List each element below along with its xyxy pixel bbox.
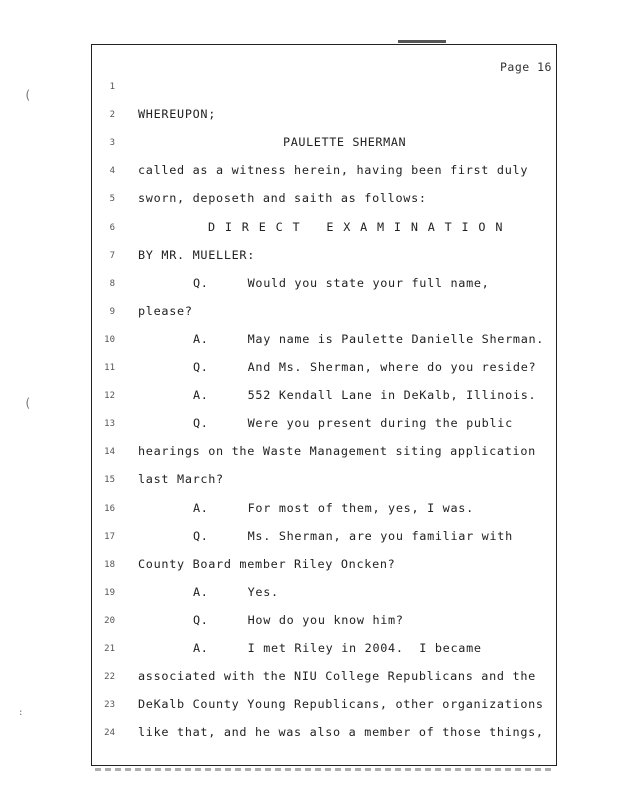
line-text: A. 552 Kendall Lane in DeKalb, Illinois. — [193, 388, 537, 403]
line-text: A. May name is Paulette Danielle Sherman. — [193, 331, 545, 346]
line-number: 9 — [109, 306, 115, 317]
transcript-line — [0, 501, 600, 519]
transcript-line — [0, 276, 600, 294]
transcript-line — [0, 388, 600, 406]
transcript-line — [0, 332, 600, 350]
transcript-line — [0, 641, 600, 659]
transcript-line — [0, 472, 600, 490]
line-text: A. I met Riley in 2004. I became — [193, 641, 482, 655]
line-number: 10 — [104, 334, 115, 345]
line-number: 7 — [109, 250, 115, 261]
line-number: 21 — [104, 644, 115, 654]
transcript-line — [0, 79, 600, 97]
transcript-line — [0, 529, 600, 547]
line-text: Q. Would you state your full name, — [193, 275, 490, 290]
line-number: 2 — [109, 110, 115, 121]
line-text: called as a witness herein, having been first duly — [138, 163, 529, 178]
transcript-line — [0, 585, 600, 603]
line-number: 20 — [104, 615, 115, 626]
hole-punch-mark: ( — [24, 88, 32, 102]
line-text: A. For most of them, yes, I was. — [193, 500, 474, 515]
line-text: Q. Ms. Sherman, are you familiar with — [193, 528, 513, 543]
line-text: associated with the NIU College Republicans and the — [138, 669, 536, 684]
line-number: 19 — [104, 587, 115, 598]
transcript-line — [0, 557, 600, 575]
line-number: 23 — [104, 700, 115, 711]
line-number: 8 — [109, 278, 115, 289]
line-number: 3 — [109, 138, 115, 149]
line-number: 6 — [109, 222, 115, 233]
scan-dot: : — [18, 708, 24, 718]
transcript-line — [0, 107, 600, 125]
line-number: 12 — [104, 391, 115, 402]
line-text: Q. And Ms. Sherman, where do you reside? — [193, 360, 537, 374]
transcript-line — [0, 135, 600, 153]
line-text: WHEREUPON; — [138, 107, 217, 122]
line-text: Q. Were you present during the public — [193, 416, 513, 431]
line-text: hearings on the Waste Management siting application — [138, 444, 536, 459]
line-text: DIRECT EXAMINATION — [208, 219, 513, 234]
line-text: A. Yes. — [193, 584, 279, 599]
transcript-line — [0, 444, 600, 462]
line-number: 17 — [104, 531, 115, 542]
line-number: 13 — [104, 419, 115, 430]
transcript-line — [0, 360, 600, 378]
transcript-line — [0, 191, 600, 209]
line-text: like that, and he was also a member of those things, — [138, 725, 544, 740]
line-text: sworn, deposeth and saith as follows: — [138, 191, 427, 206]
line-text: last March? — [138, 472, 224, 487]
line-number: 1 — [109, 82, 115, 92]
transcript-line — [0, 163, 600, 181]
transcript-line — [0, 304, 600, 322]
transcript-line — [0, 697, 600, 715]
line-text: PAULETTE SHERMAN — [283, 135, 407, 150]
line-number: 11 — [104, 363, 115, 373]
line-text: Q. How do you know him? — [193, 612, 404, 627]
line-number: 15 — [104, 475, 115, 486]
line-number: 24 — [104, 728, 115, 739]
transcript-line — [0, 725, 600, 743]
line-number: 16 — [104, 503, 115, 514]
line-number: 18 — [104, 559, 115, 570]
scan-artifact — [95, 768, 555, 771]
transcript-line — [0, 220, 600, 238]
transcript-line — [0, 669, 600, 687]
transcript-line — [0, 613, 600, 631]
line-text: please? — [138, 303, 193, 318]
line-text: BY MR. MUELLER: — [138, 247, 256, 262]
scan-mark — [398, 40, 446, 43]
line-text: DeKalb County Young Republicans, other organizations — [138, 697, 544, 712]
transcript-line — [0, 416, 600, 434]
line-number: 5 — [109, 194, 115, 205]
transcript-line — [0, 248, 600, 266]
line-number: 22 — [104, 672, 115, 683]
line-number: 4 — [109, 166, 115, 177]
hole-punch-mark: ( — [24, 396, 32, 410]
line-text: County Board member Riley Oncken? — [138, 556, 396, 571]
line-number: 14 — [104, 447, 115, 458]
page-number: Page 16 — [500, 60, 552, 74]
